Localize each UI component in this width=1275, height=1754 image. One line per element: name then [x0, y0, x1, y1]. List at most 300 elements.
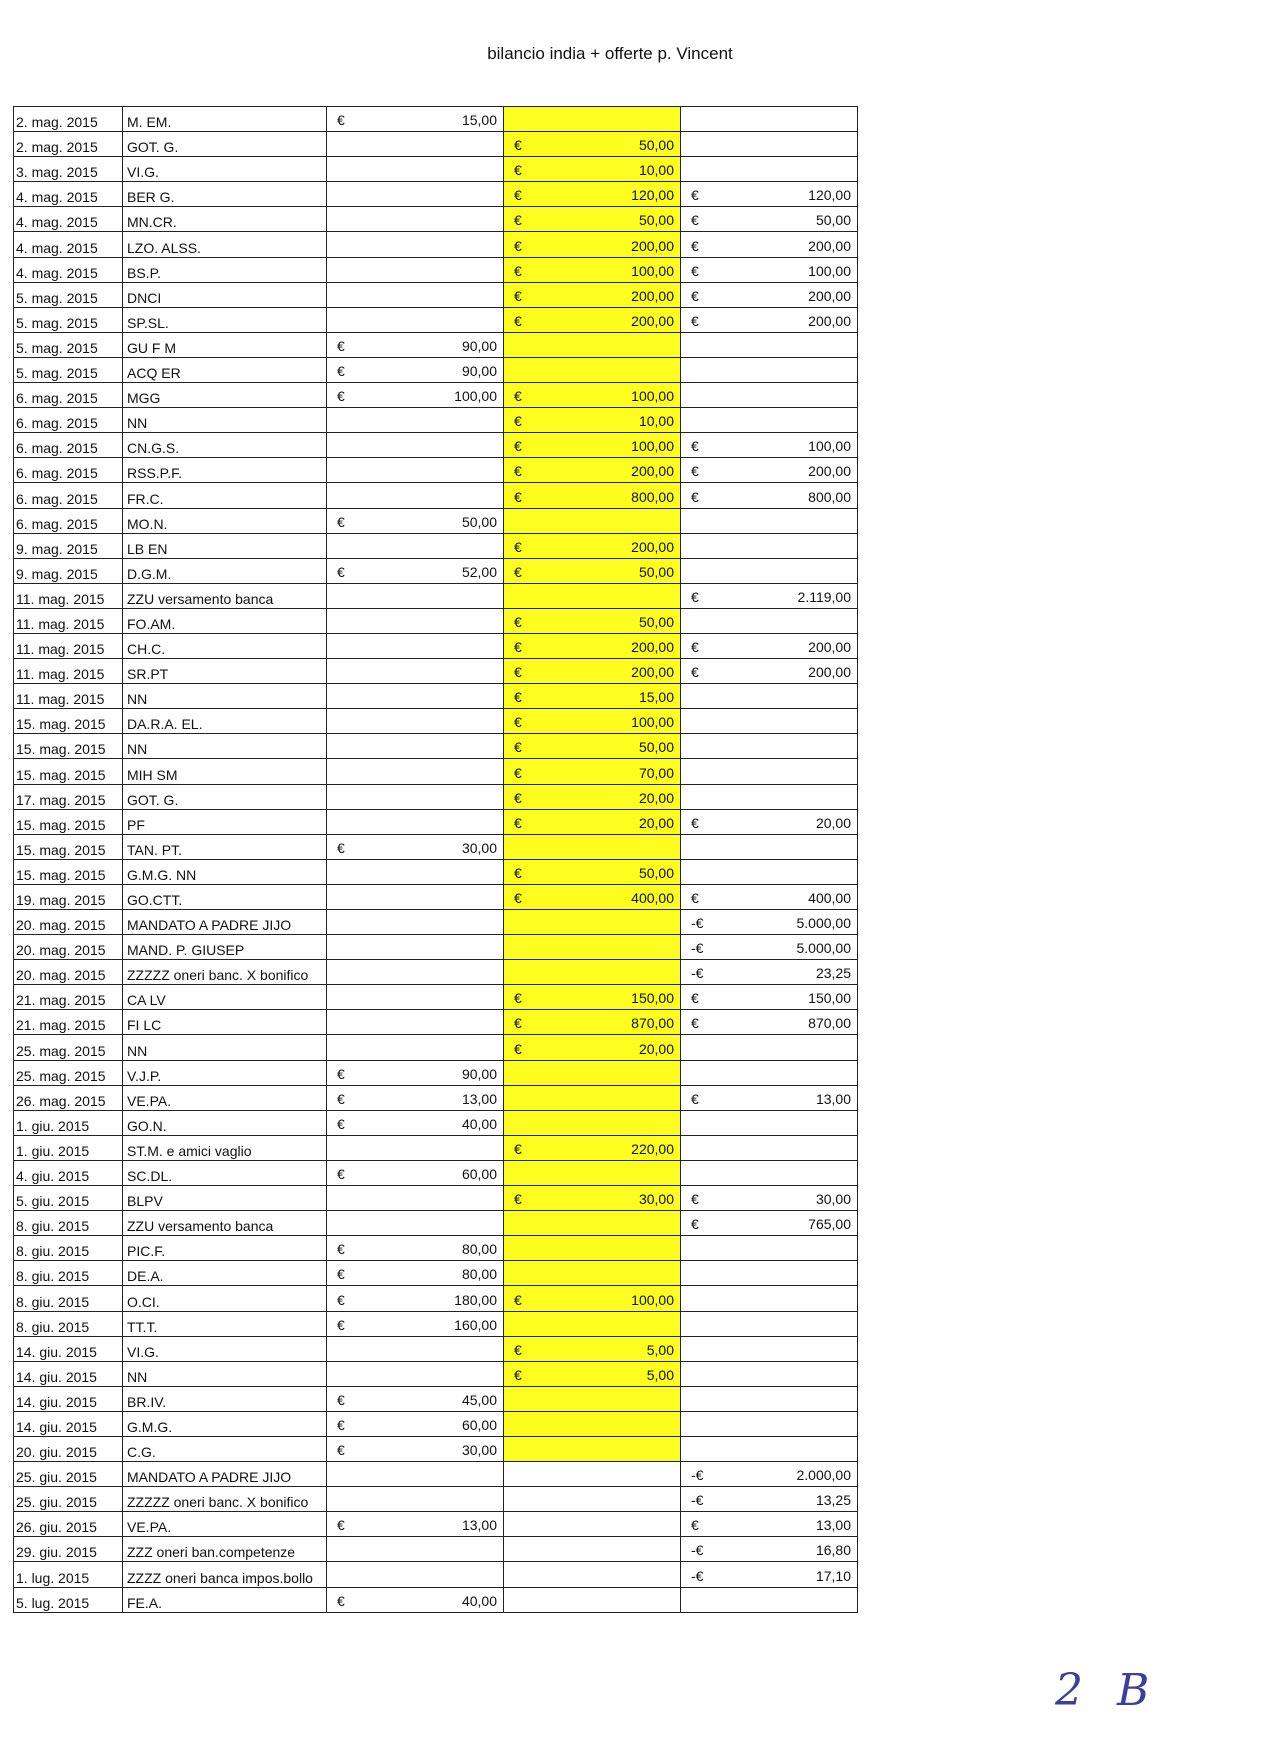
- amount-value: 765,00: [808, 1216, 851, 1233]
- row-amount-col-3: [681, 1186, 858, 1211]
- row-description: TT.T.: [123, 1311, 327, 1336]
- row-description: SR.PT: [123, 659, 327, 684]
- table-row: [14, 985, 858, 1010]
- row-date: 26. mag. 2015: [14, 1085, 123, 1110]
- row-amount-col-2: [504, 960, 681, 985]
- amount-value: 150,00: [631, 990, 674, 1007]
- currency-symbol: €: [691, 438, 699, 455]
- row-description: V.J.P.: [123, 1060, 327, 1085]
- amount-value: 100,00: [808, 438, 851, 455]
- currency-symbol: €: [514, 814, 522, 831]
- table-row: [14, 1311, 858, 1336]
- currency-symbol: €: [514, 1341, 522, 1358]
- amount-value: 200,00: [631, 287, 674, 304]
- row-amount-col-1: [327, 859, 504, 884]
- row-description: ZZU versamento banca: [123, 1211, 327, 1236]
- row-date: 21. mag. 2015: [14, 1010, 123, 1035]
- row-description: G.M.G. NN: [123, 859, 327, 884]
- row-amount-col-1: [327, 583, 504, 608]
- currency-symbol: €: [514, 287, 522, 304]
- currency-symbol: €: [691, 312, 699, 329]
- row-description: CH.C.: [123, 633, 327, 658]
- row-date: 25. giu. 2015: [14, 1487, 123, 1512]
- row-date: 1. giu. 2015: [14, 1110, 123, 1135]
- table-row: [14, 684, 858, 709]
- row-amount-col-3: [681, 408, 858, 433]
- row-amount-col-3: [681, 759, 858, 784]
- row-amount-col-3: [681, 1286, 858, 1311]
- table-row: [14, 1462, 858, 1487]
- row-date: 15. mag. 2015: [14, 709, 123, 734]
- currency-symbol: €: [337, 1266, 345, 1283]
- table-row: [14, 1587, 858, 1612]
- row-description: ZZZZ oneri banca impos.bollo: [123, 1562, 327, 1587]
- currency-symbol: €: [691, 990, 699, 1007]
- row-amount-col-1: [327, 232, 504, 257]
- row-description: FO.AM.: [123, 608, 327, 633]
- row-amount-col-2: [504, 784, 681, 809]
- table-row: [14, 483, 858, 508]
- row-amount-col-1: [327, 1361, 504, 1386]
- currency-symbol: €: [514, 864, 522, 881]
- row-amount-col-3: [681, 633, 858, 658]
- currency-symbol: -€: [691, 1542, 704, 1559]
- row-amount-col-3: [681, 483, 858, 508]
- row-date: 20. giu. 2015: [14, 1436, 123, 1461]
- currency-symbol: €: [691, 212, 699, 229]
- currency-symbol: €: [337, 839, 345, 856]
- currency-symbol: -€: [691, 1567, 704, 1584]
- row-description: VI.G.: [123, 157, 327, 182]
- currency-symbol: €: [514, 613, 522, 630]
- currency-symbol: €: [514, 764, 522, 781]
- currency-symbol: €: [691, 1090, 699, 1107]
- table-row: [14, 157, 858, 182]
- currency-symbol: -€: [691, 965, 704, 982]
- row-description: MANDATO A PADRE JIJO: [123, 910, 327, 935]
- row-amount-col-1: [327, 182, 504, 207]
- amount-value: 220,00: [631, 1140, 674, 1157]
- row-amount-col-3: [681, 1035, 858, 1060]
- currency-symbol: €: [514, 789, 522, 806]
- row-amount-col-1: [327, 1085, 504, 1110]
- amount-value: 200,00: [808, 287, 851, 304]
- row-date: 6. mag. 2015: [14, 383, 123, 408]
- row-amount-col-2: [504, 1160, 681, 1185]
- table-row: [14, 1186, 858, 1211]
- row-amount-col-1: [327, 1236, 504, 1261]
- currency-symbol: €: [514, 212, 522, 229]
- row-date: 3. mag. 2015: [14, 157, 123, 182]
- row-amount-col-3: [681, 1160, 858, 1185]
- currency-symbol: €: [514, 1291, 522, 1308]
- row-amount-col-3: [681, 985, 858, 1010]
- currency-symbol: €: [691, 237, 699, 254]
- currency-symbol: €: [337, 337, 345, 354]
- row-amount-col-3: [681, 583, 858, 608]
- row-amount-col-2: [504, 1211, 681, 1236]
- amount-value: 80,00: [461, 1266, 497, 1283]
- row-date: 25. mag. 2015: [14, 1035, 123, 1060]
- amount-value: 200,00: [631, 463, 674, 480]
- row-amount-col-2: [504, 107, 681, 132]
- currency-symbol: €: [337, 363, 345, 380]
- row-description: NN: [123, 684, 327, 709]
- row-amount-col-2: [504, 1436, 681, 1461]
- currency-symbol: €: [337, 1592, 345, 1609]
- row-amount-col-2: [504, 433, 681, 458]
- table-row: [14, 357, 858, 382]
- row-amount-col-3: [681, 157, 858, 182]
- amount-value: 50,00: [638, 212, 674, 229]
- amount-value: 400,00: [631, 890, 674, 906]
- amount-value: 5,00: [646, 1341, 674, 1358]
- row-date: 4. mag. 2015: [14, 207, 123, 232]
- amount-value: 13,25: [815, 1492, 851, 1509]
- row-amount-col-2: [504, 307, 681, 332]
- row-amount-col-1: [327, 207, 504, 232]
- row-amount-col-2: [504, 282, 681, 307]
- row-date: 2. mag. 2015: [14, 132, 123, 157]
- currency-symbol: €: [337, 1442, 345, 1459]
- row-amount-col-2: [504, 1110, 681, 1135]
- row-amount-col-3: [681, 809, 858, 834]
- row-date: 21. mag. 2015: [14, 985, 123, 1010]
- row-description: BS.P.: [123, 257, 327, 282]
- table-row: [14, 1160, 858, 1185]
- row-date: 11. mag. 2015: [14, 608, 123, 633]
- row-amount-col-2: [504, 257, 681, 282]
- row-date: 15. mag. 2015: [14, 834, 123, 859]
- row-amount-col-3: [681, 1587, 858, 1612]
- row-amount-col-3: [681, 533, 858, 558]
- row-date: 20. mag. 2015: [14, 960, 123, 985]
- row-amount-col-1: [327, 282, 504, 307]
- table-row: [14, 332, 858, 357]
- row-description: PIC.F.: [123, 1236, 327, 1261]
- row-amount-col-1: [327, 1587, 504, 1612]
- currency-symbol: €: [514, 312, 522, 329]
- currency-symbol: -€: [691, 940, 704, 957]
- row-amount-col-2: [504, 483, 681, 508]
- amount-value: 180,00: [454, 1291, 497, 1308]
- row-description: MIH SM: [123, 759, 327, 784]
- row-date: 29. giu. 2015: [14, 1537, 123, 1562]
- row-amount-col-3: [681, 182, 858, 207]
- currency-symbol: €: [691, 262, 699, 279]
- currency-symbol: €: [514, 388, 522, 405]
- currency-symbol: €: [514, 639, 522, 656]
- row-amount-col-1: [327, 1186, 504, 1211]
- row-amount-col-2: [504, 859, 681, 884]
- row-amount-col-3: [681, 458, 858, 483]
- table-row: [14, 408, 858, 433]
- row-description: DA.R.A. EL.: [123, 709, 327, 734]
- row-amount-col-1: [327, 684, 504, 709]
- currency-symbol: €: [514, 262, 522, 279]
- currency-symbol: €: [691, 187, 699, 204]
- row-amount-col-3: [681, 659, 858, 684]
- table-row: [14, 1562, 858, 1587]
- currency-symbol: €: [337, 1391, 345, 1408]
- amount-value: 52,00: [461, 563, 497, 580]
- row-amount-col-2: [504, 709, 681, 734]
- row-date: 6. mag. 2015: [14, 408, 123, 433]
- row-description: LZO. ALSS.: [123, 232, 327, 257]
- amount-value: 200,00: [808, 312, 851, 329]
- row-date: 17. mag. 2015: [14, 784, 123, 809]
- table-row: [14, 1135, 858, 1160]
- table-row: [14, 307, 858, 332]
- amount-value: 200,00: [808, 237, 851, 254]
- row-amount-col-2: [504, 357, 681, 382]
- row-amount-col-1: [327, 633, 504, 658]
- amount-value: 870,00: [631, 1015, 674, 1032]
- amount-value: 23,25: [815, 965, 851, 982]
- row-amount-col-1: [327, 1261, 504, 1286]
- row-amount-col-3: [681, 1261, 858, 1286]
- amount-value: 15,00: [638, 689, 674, 706]
- row-amount-col-1: [327, 1010, 504, 1035]
- row-date: 4. mag. 2015: [14, 232, 123, 257]
- currency-symbol: €: [514, 1040, 522, 1057]
- row-date: 14. giu. 2015: [14, 1386, 123, 1411]
- row-amount-col-1: [327, 910, 504, 935]
- table-row: [14, 784, 858, 809]
- row-description: BR.IV.: [123, 1386, 327, 1411]
- row-description: G.M.G.: [123, 1411, 327, 1436]
- row-amount-col-1: [327, 1110, 504, 1135]
- amount-value: 100,00: [631, 438, 674, 455]
- amount-value: 15,00: [461, 112, 497, 129]
- currency-symbol: €: [514, 237, 522, 254]
- row-date: 5. mag. 2015: [14, 332, 123, 357]
- row-date: 20. mag. 2015: [14, 910, 123, 935]
- amount-value: 30,00: [638, 1191, 674, 1208]
- currency-symbol: €: [691, 1015, 699, 1032]
- row-description: MAND. P. GIUSEP: [123, 935, 327, 960]
- row-amount-col-2: [504, 182, 681, 207]
- table-row: [14, 508, 858, 533]
- row-amount-col-3: [681, 332, 858, 357]
- row-amount-col-1: [327, 1286, 504, 1311]
- table-row: [14, 1537, 858, 1562]
- amount-value: 40,00: [461, 1592, 497, 1609]
- table-row: [14, 1060, 858, 1085]
- row-description: ZZZZZ oneri banc. X bonifico: [123, 1487, 327, 1512]
- row-amount-col-3: [681, 232, 858, 257]
- currency-symbol: €: [691, 1517, 699, 1534]
- currency-symbol: €: [337, 112, 345, 129]
- row-amount-col-2: [504, 884, 681, 909]
- row-amount-col-3: [681, 383, 858, 408]
- table-row: [14, 859, 858, 884]
- row-amount-col-1: [327, 1336, 504, 1361]
- row-description: VE.PA.: [123, 1512, 327, 1537]
- row-description: FE.A.: [123, 1587, 327, 1612]
- row-amount-col-3: [681, 1311, 858, 1336]
- row-description: RSS.P.F.: [123, 458, 327, 483]
- amount-value: 50,00: [638, 563, 674, 580]
- row-date: 5. giu. 2015: [14, 1186, 123, 1211]
- row-date: 26. giu. 2015: [14, 1512, 123, 1537]
- currency-symbol: €: [514, 1140, 522, 1157]
- row-amount-col-2: [504, 734, 681, 759]
- amount-value: 800,00: [631, 488, 674, 505]
- row-description: ST.M. e amici vaglio: [123, 1135, 327, 1160]
- row-amount-col-3: [681, 859, 858, 884]
- row-amount-col-1: [327, 1562, 504, 1587]
- amount-value: 50,00: [638, 739, 674, 756]
- table-row: [14, 533, 858, 558]
- currency-symbol: €: [337, 1316, 345, 1333]
- row-amount-col-3: [681, 1436, 858, 1461]
- row-description: BER G.: [123, 182, 327, 207]
- row-amount-col-3: [681, 734, 858, 759]
- table-row: [14, 433, 858, 458]
- row-description: C.G.: [123, 1436, 327, 1461]
- row-description: MANDATO A PADRE JIJO: [123, 1462, 327, 1487]
- row-date: 9. mag. 2015: [14, 533, 123, 558]
- table-row: [14, 910, 858, 935]
- row-amount-col-2: [504, 508, 681, 533]
- row-amount-col-1: [327, 985, 504, 1010]
- amount-value: 5,00: [646, 1366, 674, 1383]
- row-description: GO.CTT.: [123, 884, 327, 909]
- row-amount-col-1: [327, 709, 504, 734]
- row-amount-col-2: [504, 1060, 681, 1085]
- row-description: D.G.M.: [123, 558, 327, 583]
- row-date: 11. mag. 2015: [14, 659, 123, 684]
- amount-value: 2.119,00: [797, 588, 851, 605]
- amount-value: 100,00: [454, 388, 497, 405]
- row-amount-col-1: [327, 1436, 504, 1461]
- table-row: [14, 709, 858, 734]
- row-description: VI.G.: [123, 1336, 327, 1361]
- row-amount-col-3: [681, 357, 858, 382]
- row-amount-col-1: [327, 1160, 504, 1185]
- row-date: 6. mag. 2015: [14, 433, 123, 458]
- row-amount-col-2: [504, 458, 681, 483]
- row-date: 4. mag. 2015: [14, 257, 123, 282]
- row-amount-col-3: [681, 884, 858, 909]
- row-amount-col-3: [681, 207, 858, 232]
- row-amount-col-1: [327, 809, 504, 834]
- row-amount-col-3: [681, 1060, 858, 1085]
- row-description: TAN. PT.: [123, 834, 327, 859]
- row-amount-col-3: [681, 709, 858, 734]
- amount-value: 200,00: [631, 664, 674, 681]
- table-row: [14, 1261, 858, 1286]
- row-amount-col-1: [327, 1035, 504, 1060]
- row-date: 11. mag. 2015: [14, 633, 123, 658]
- amount-value: 10,00: [638, 413, 674, 430]
- row-amount-col-2: [504, 332, 681, 357]
- currency-symbol: €: [514, 463, 522, 480]
- amount-value: 50,00: [815, 212, 851, 229]
- row-description: VE.PA.: [123, 1085, 327, 1110]
- currency-symbol: €: [337, 513, 345, 530]
- table-row: [14, 759, 858, 784]
- table-row: [14, 1286, 858, 1311]
- row-amount-col-2: [504, 1587, 681, 1612]
- row-amount-col-2: [504, 1537, 681, 1562]
- row-date: 20. mag. 2015: [14, 935, 123, 960]
- row-amount-col-1: [327, 1386, 504, 1411]
- row-description: DE.A.: [123, 1261, 327, 1286]
- currency-symbol: -€: [691, 1467, 704, 1484]
- row-description: FR.C.: [123, 483, 327, 508]
- amount-value: 13,00: [461, 1517, 497, 1534]
- amount-value: 90,00: [461, 1065, 497, 1082]
- row-amount-col-1: [327, 935, 504, 960]
- row-amount-col-1: [327, 784, 504, 809]
- row-amount-col-2: [504, 583, 681, 608]
- row-amount-col-3: [681, 684, 858, 709]
- table-row: [14, 1411, 858, 1436]
- currency-symbol: €: [691, 814, 699, 831]
- row-amount-col-1: [327, 1411, 504, 1436]
- currency-symbol: €: [691, 1216, 699, 1233]
- row-amount-col-1: [327, 734, 504, 759]
- amount-value: 50,00: [638, 137, 674, 154]
- amount-value: 400,00: [808, 890, 851, 906]
- row-amount-col-2: [504, 232, 681, 257]
- row-amount-col-1: [327, 157, 504, 182]
- row-date: 15. mag. 2015: [14, 734, 123, 759]
- row-date: 9. mag. 2015: [14, 558, 123, 583]
- row-description: SC.DL.: [123, 1160, 327, 1185]
- row-date: 1. giu. 2015: [14, 1135, 123, 1160]
- row-description: GOT. G.: [123, 132, 327, 157]
- row-amount-col-3: [681, 282, 858, 307]
- ledger-body: [14, 107, 858, 1613]
- row-date: 15. mag. 2015: [14, 859, 123, 884]
- amount-value: 20,00: [638, 1040, 674, 1057]
- row-date: 25. giu. 2015: [14, 1462, 123, 1487]
- table-row: [14, 1236, 858, 1261]
- row-amount-col-2: [504, 1286, 681, 1311]
- row-amount-col-2: [504, 408, 681, 433]
- row-date: 5. mag. 2015: [14, 307, 123, 332]
- currency-symbol: €: [691, 588, 699, 605]
- currency-symbol: €: [514, 689, 522, 706]
- row-amount-col-2: [504, 910, 681, 935]
- currency-symbol: -€: [691, 1492, 704, 1509]
- page-title: bilancio india + offerte p. Vincent: [487, 44, 733, 63]
- currency-symbol: €: [337, 388, 345, 405]
- currency-symbol: €: [337, 1166, 345, 1183]
- row-amount-col-3: [681, 1110, 858, 1135]
- row-amount-col-2: [504, 935, 681, 960]
- row-amount-col-3: [681, 508, 858, 533]
- currency-symbol: €: [514, 714, 522, 731]
- row-amount-col-1: [327, 1512, 504, 1537]
- table-row: [14, 834, 858, 859]
- currency-symbol: €: [514, 1015, 522, 1032]
- row-amount-col-2: [504, 759, 681, 784]
- table-row: [14, 734, 858, 759]
- row-amount-col-1: [327, 357, 504, 382]
- row-amount-col-3: [681, 784, 858, 809]
- row-description: ZZZ oneri ban.competenze: [123, 1537, 327, 1562]
- amount-value: 70,00: [638, 764, 674, 781]
- currency-symbol: €: [691, 664, 699, 681]
- row-amount-col-2: [504, 1487, 681, 1512]
- currency-symbol: €: [337, 1115, 345, 1132]
- row-amount-col-1: [327, 257, 504, 282]
- row-amount-col-3: [681, 935, 858, 960]
